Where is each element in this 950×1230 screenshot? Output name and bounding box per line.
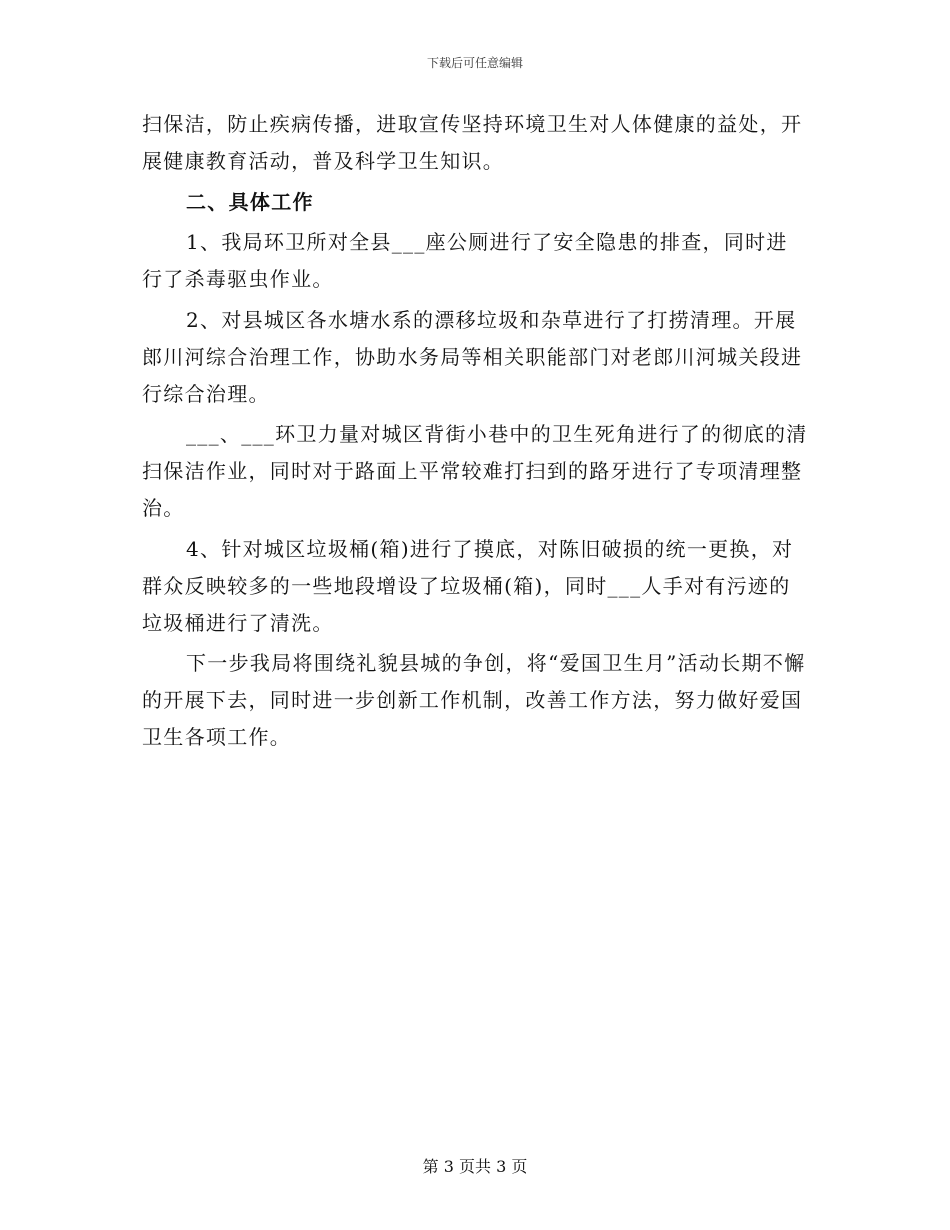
section-heading: 二、具体工作	[186, 189, 314, 214]
work-item-2: 2、对县城区各水塘水系的漂移垃圾和杂草进行了打捞清理。开展郎川河综合治理工作，协助水务局等相关职能部门对老郎川河城关段进行综合治理。	[142, 307, 803, 406]
work-item-4: 4、针对城区垃圾桶(箱)进行了摸底，对陈旧破损的统一更换，对群众反映较多的一些地段增设了垃圾桶(箱)，同时___人手对有污迹的垃圾桶进行了清洗。	[142, 536, 794, 635]
document-body	[142, 106, 808, 760]
page-header: 下载后可任意编辑	[426, 56, 523, 70]
work-item-1: 1、我局环卫所对全县___座公厕进行了安全隐患的排查，同时进行了杀毒驱虫作业。	[142, 230, 788, 291]
paragraph-continuation: 扫保洁，防止疾病传播，进取宣传坚持环境卫生对人体健康的益处，开展健康教育活动，普及科学卫生知识。	[142, 112, 803, 173]
work-item-3: ___、___环卫力量对城区背街小巷中的卫生死角进行了的彻底的清扫保洁作业，同时对于路面上平常较难打扫到的路牙进行了专项清理整治。	[142, 422, 808, 520]
closing-paragraph: 下一步我局将围绕礼貌县城的争创，将“爱国卫生月”活动长期不懈的开展下去，同时进一步创新工作机制，改善工作方法，努力做好爱国卫生各项工作。	[142, 651, 806, 749]
page-number: 第 3 页共 3 页	[422, 1157, 528, 1176]
